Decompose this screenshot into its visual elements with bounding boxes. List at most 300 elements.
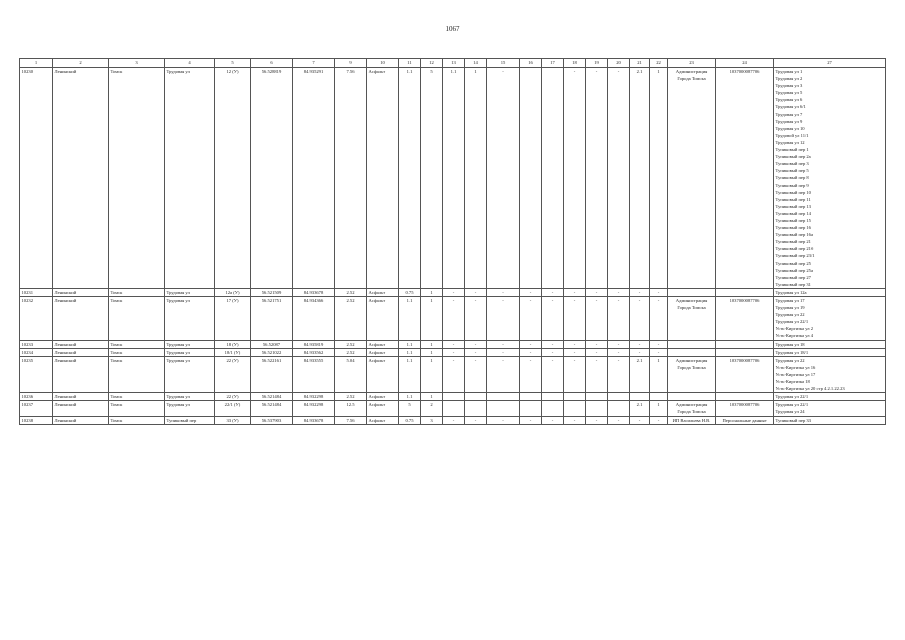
cell-city: Томск <box>109 288 165 296</box>
column-header: 19 <box>586 59 608 68</box>
cell-c16: - <box>520 297 542 341</box>
cell-c13: - <box>443 348 465 356</box>
column-header: 10 <box>367 59 399 68</box>
cell-c22 <box>650 393 668 401</box>
cell-c22: 1 <box>650 356 668 392</box>
cell-c20: - <box>608 416 630 424</box>
cell-city: Томск <box>109 348 165 356</box>
cell-id: 10233 <box>20 340 53 348</box>
served-address: Тупиковый пер 23/1 <box>775 253 815 259</box>
cell-c21: 2.1 <box>630 68 650 289</box>
cell-c17: - <box>542 348 564 356</box>
cell-district: Ленинский <box>53 297 109 341</box>
column-header: 5 <box>215 59 251 68</box>
cell-owner: Администрация Города Томска <box>668 401 716 416</box>
cell-district: Ленинский <box>53 356 109 392</box>
cell-c15: - <box>487 340 520 348</box>
cell-street: Трудовая ул <box>165 340 215 348</box>
cell-c17 <box>542 393 564 401</box>
cell-served-addresses <box>774 401 886 416</box>
cell-c19: - <box>586 288 608 296</box>
column-header: 14 <box>465 59 487 68</box>
column-header: 9 <box>335 59 367 68</box>
cell-lat: 56.522161 <box>251 356 293 392</box>
cell-c14: - <box>465 356 487 392</box>
served-address: Тупиковый пер 16 <box>775 225 811 231</box>
served-address: Тупиковый пер 1 <box>775 147 809 153</box>
cell-lat: 56.521509 <box>251 288 293 296</box>
table-row <box>20 297 886 341</box>
served-address: Трудовая ул 6/1 <box>775 104 806 110</box>
table-row <box>20 401 886 416</box>
cell-ogrn: 1037000087706 <box>716 68 774 289</box>
served-address: Тупиковый пер 16а <box>775 232 814 238</box>
cell-c16: - <box>520 340 542 348</box>
served-address: Усть-Киргизка ул 2 <box>775 326 814 332</box>
cell-c22: - <box>650 297 668 341</box>
cell-id: 10234 <box>20 348 53 356</box>
cell-c13: - <box>443 356 465 392</box>
cell-house: 22/1 (У) <box>215 401 251 416</box>
column-header: 24 <box>716 59 774 68</box>
cell-c15: - <box>487 416 520 424</box>
cell-city: Томск <box>109 340 165 348</box>
cell-house: 33 (У) <box>215 416 251 424</box>
served-address: Тупиковый пер 8 <box>775 175 809 181</box>
column-header: 27 <box>774 59 886 68</box>
cell-surface: Асфальт <box>367 356 399 392</box>
cell-c11: 1.1 <box>399 348 421 356</box>
cell-city: Томск <box>109 68 165 289</box>
cell-ogrn: Персональные данные <box>716 416 774 424</box>
cell-c16 <box>520 401 542 416</box>
column-header: 20 <box>608 59 630 68</box>
cell-lon: 84.932298 <box>293 393 335 401</box>
cell-city: Томск <box>109 356 165 392</box>
cell-house: 18/1 (У) <box>215 348 251 356</box>
column-header: 22 <box>650 59 668 68</box>
cell-lon: 84.933678 <box>293 416 335 424</box>
cell-lon: 84.935291 <box>293 68 335 289</box>
cell-district: Ленинский <box>53 401 109 416</box>
cell-ogrn: 1037000087706 <box>716 356 774 392</box>
cell-c16: - <box>520 356 542 392</box>
served-address: Тупиковый пер 21б <box>775 246 814 252</box>
cell-c18: - <box>564 356 586 392</box>
cell-c20 <box>608 393 630 401</box>
cell-district: Ленинский <box>53 416 109 424</box>
cell-city: Томск <box>109 297 165 341</box>
served-address: Тупиковый пер 3 <box>775 161 809 167</box>
served-address: Тупиковый пер 11 <box>775 196 811 202</box>
cell-street: Трудовая ул <box>165 348 215 356</box>
cell-district: Ленинский <box>53 393 109 401</box>
served-address: Трудовая ул 10 <box>775 125 805 131</box>
cell-c14: - <box>465 416 487 424</box>
cell-owner <box>668 288 716 296</box>
cell-c19: - <box>586 68 608 289</box>
served-address: Тупиковый пер 15 <box>775 217 811 223</box>
served-address: Трудовая ул 2 <box>775 76 803 82</box>
cell-c12: 2 <box>421 401 443 416</box>
column-header: 2 <box>53 59 109 68</box>
header-row <box>20 59 886 68</box>
table-row <box>20 416 886 424</box>
cell-area: 2.52 <box>335 348 367 356</box>
cell-lat: 56.537903 <box>251 416 293 424</box>
served-address: Тупиковый пер 5 <box>775 168 809 174</box>
served-address: Тупиковый пер 13 <box>775 203 811 209</box>
cell-id: 10236 <box>20 393 53 401</box>
cell-owner: Администрация Города Томска <box>668 356 716 392</box>
cell-ogrn <box>716 348 774 356</box>
cell-c22: 1 <box>650 401 668 416</box>
cell-owner: Администрация Города Томска <box>668 297 716 341</box>
cell-c20: - <box>608 340 630 348</box>
cell-surface: Асфальт <box>367 393 399 401</box>
cell-c21: - <box>630 288 650 296</box>
cell-c22: - <box>650 348 668 356</box>
cell-lat: 56.528819 <box>251 68 293 289</box>
cell-c19: - <box>586 356 608 392</box>
cell-owner: ИП Васильева Н.В. <box>668 416 716 424</box>
cell-id: 10238 <box>20 416 53 424</box>
cell-c17: - <box>542 297 564 341</box>
cell-lat: 56.521022 <box>251 348 293 356</box>
table-row <box>20 393 886 401</box>
cell-c19: - <box>586 416 608 424</box>
cell-c13 <box>443 393 465 401</box>
cell-c16: - <box>520 348 542 356</box>
served-address: Трудовая ул 3 <box>775 83 803 89</box>
cell-lon: 84.933562 <box>293 348 335 356</box>
cell-c12: 1 <box>421 393 443 401</box>
cell-c18: - <box>564 68 586 289</box>
cell-c14 <box>465 401 487 416</box>
served-address: Тупиковый пер 14 <box>775 210 811 216</box>
cell-ogrn <box>716 288 774 296</box>
served-address: Трудовая ул 18/1 <box>775 349 809 355</box>
cell-c12: 1 <box>421 340 443 348</box>
cell-street: Трудовая ул <box>165 393 215 401</box>
cell-house: 22 (У) <box>215 356 251 392</box>
cell-owner <box>668 393 716 401</box>
cell-c22: - <box>650 288 668 296</box>
cell-c15 <box>487 393 520 401</box>
cell-ogrn <box>716 393 774 401</box>
cell-district: Ленинский <box>53 348 109 356</box>
cell-c17 <box>542 401 564 416</box>
cell-c18: - <box>564 297 586 341</box>
cell-district: Ленинский <box>53 288 109 296</box>
cell-served-addresses <box>774 416 886 424</box>
cell-city: Томск <box>109 401 165 416</box>
table-row <box>20 356 886 392</box>
cell-c19 <box>586 393 608 401</box>
cell-served-addresses <box>774 288 886 296</box>
served-address: Тупиковый пер 2а <box>775 154 811 160</box>
served-address: Трудовая ул 5 <box>775 90 803 96</box>
cell-c18 <box>564 401 586 416</box>
cell-id: 10237 <box>20 401 53 416</box>
cell-c21 <box>630 393 650 401</box>
served-address: Трудовая ул 7 <box>775 111 803 117</box>
served-address: Тупиковый пер 25а <box>775 267 814 273</box>
cell-c15: - <box>487 68 520 289</box>
cell-served-addresses <box>774 297 886 341</box>
served-address: Трудовая ул 18 <box>775 341 805 347</box>
cell-surface: Асфальт <box>367 68 399 289</box>
cell-surface: Асфальт <box>367 401 399 416</box>
cell-c22: - <box>650 340 668 348</box>
cell-c18: - <box>564 340 586 348</box>
cell-c12: 1 <box>421 297 443 341</box>
cell-owner: Администрация Города Томска <box>668 68 716 289</box>
served-address: Трудовая ул 9 <box>775 118 803 124</box>
cell-area: 2.52 <box>335 297 367 341</box>
column-header: 7 <box>293 59 335 68</box>
cell-c14: - <box>465 340 487 348</box>
cell-surface: Асфальт <box>367 340 399 348</box>
cell-c18 <box>564 393 586 401</box>
cell-house: 12а (У) <box>215 288 251 296</box>
cell-street: Тупиковый пер <box>165 416 215 424</box>
cell-surface: Асфальт <box>367 348 399 356</box>
cell-served-addresses <box>774 356 886 392</box>
served-address: Усть-Киргизка ул 20 стр 4.2.1.22.23 <box>775 386 845 392</box>
container-sites-table <box>19 58 886 425</box>
cell-c18: - <box>564 348 586 356</box>
cell-c21: - <box>630 348 650 356</box>
served-address: Трудовая ул 19 <box>775 305 805 311</box>
served-address: Тупиковый пер 21 <box>775 239 811 245</box>
column-header: 12 <box>421 59 443 68</box>
cell-c16: - <box>520 416 542 424</box>
cell-c13 <box>443 401 465 416</box>
cell-c14: - <box>465 348 487 356</box>
cell-c20 <box>608 401 630 416</box>
cell-c11: 1.1 <box>399 297 421 341</box>
cell-district: Ленинский <box>53 68 109 289</box>
served-address: Усть-Киргизка ул 4 <box>775 333 814 339</box>
cell-area: 5.04 <box>335 356 367 392</box>
served-address: Усть-Киргизка ул 17 <box>775 371 816 377</box>
cell-c13: - <box>443 297 465 341</box>
served-address: Трудовая ул 6 <box>775 97 803 103</box>
served-address: Тупиковый пер 9 <box>775 182 809 188</box>
cell-c14: - <box>465 297 487 341</box>
cell-c15 <box>487 401 520 416</box>
cell-lon: 84.934366 <box>293 297 335 341</box>
column-header: 17 <box>542 59 564 68</box>
cell-c17: - <box>542 288 564 296</box>
cell-area: 2.52 <box>335 393 367 401</box>
cell-c12: 5 <box>421 68 443 289</box>
cell-c20: - <box>608 348 630 356</box>
cell-served-addresses <box>774 393 886 401</box>
cell-area: 12.5 <box>335 401 367 416</box>
cell-c20: - <box>608 297 630 341</box>
cell-c13: - <box>443 288 465 296</box>
cell-c17 <box>542 68 564 289</box>
cell-c20: - <box>608 288 630 296</box>
cell-house: 12 (У) <box>215 68 251 289</box>
cell-id: 10230 <box>20 68 53 289</box>
column-header: 13 <box>443 59 465 68</box>
page-number: 1067 <box>445 25 460 33</box>
cell-c18: - <box>564 288 586 296</box>
cell-c16: - <box>520 288 542 296</box>
served-address: Трудовая ул 12 <box>775 139 805 145</box>
cell-street: Трудовая ул <box>165 297 215 341</box>
served-address: Тупиковый пер 25 <box>775 260 811 266</box>
served-address: Трудовая ул 22/1 <box>775 319 809 325</box>
cell-c17: - <box>542 356 564 392</box>
cell-c20: - <box>608 356 630 392</box>
cell-owner <box>668 348 716 356</box>
cell-street: Трудовая ул <box>165 401 215 416</box>
served-address: Усть-Киргизка ул 16 <box>775 364 816 370</box>
served-address: Трудовая ул 12а <box>775 289 807 295</box>
cell-house: 18 (У) <box>215 340 251 348</box>
cell-c11: 1.1 <box>399 356 421 392</box>
cell-c14 <box>465 393 487 401</box>
cell-street: Трудовая ул <box>165 68 215 289</box>
cell-lat: 56.521484 <box>251 401 293 416</box>
cell-house: 17 (У) <box>215 297 251 341</box>
table-row <box>20 288 886 296</box>
cell-surface: Асфальт <box>367 288 399 296</box>
cell-c21: 2.1 <box>630 356 650 392</box>
cell-c15: - <box>487 348 520 356</box>
cell-c15: - <box>487 297 520 341</box>
served-address: Тупиковый пер 33 <box>775 417 811 423</box>
column-header: 23 <box>668 59 716 68</box>
served-address: Трудовая ул 22 <box>775 357 805 363</box>
cell-c11: 1.1 <box>399 393 421 401</box>
served-address: Трудовая ул 22 <box>775 312 805 318</box>
column-header: 3 <box>109 59 165 68</box>
cell-surface: Асфальт <box>367 416 399 424</box>
cell-id: 10235 <box>20 356 53 392</box>
cell-c17: - <box>542 340 564 348</box>
cell-city: Томск <box>109 393 165 401</box>
cell-c19 <box>586 401 608 416</box>
served-address: Тупиковый пер 27 <box>775 274 811 280</box>
column-header: 4 <box>165 59 215 68</box>
cell-c21: 2.1 <box>630 401 650 416</box>
cell-c13: - <box>443 416 465 424</box>
cell-house: 22 (У) <box>215 393 251 401</box>
cell-c19: - <box>586 340 608 348</box>
cell-c14: - <box>465 288 487 296</box>
cell-c19: - <box>586 348 608 356</box>
cell-c11: 0.75 <box>399 288 421 296</box>
cell-city: Томск <box>109 416 165 424</box>
cell-c14: 1 <box>465 68 487 289</box>
served-address: Тупиковый пер 31 <box>775 281 811 287</box>
cell-district: Ленинский <box>53 340 109 348</box>
cell-c11: 1.1 <box>399 340 421 348</box>
cell-served-addresses <box>774 68 886 289</box>
cell-area: 2.52 <box>335 340 367 348</box>
cell-area: 7.56 <box>335 416 367 424</box>
cell-c12: 1 <box>421 288 443 296</box>
cell-c11: 0.75 <box>399 416 421 424</box>
cell-surface: Асфальт <box>367 297 399 341</box>
cell-c21: - <box>630 297 650 341</box>
column-header: 6 <box>251 59 293 68</box>
cell-c12: 1 <box>421 348 443 356</box>
cell-c17: - <box>542 416 564 424</box>
cell-c12: 3 <box>421 416 443 424</box>
cell-c20: - <box>608 68 630 289</box>
column-header: 16 <box>520 59 542 68</box>
cell-ogrn <box>716 340 774 348</box>
cell-c16 <box>520 68 542 289</box>
table-row <box>20 348 886 356</box>
cell-c22: 1 <box>650 68 668 289</box>
cell-c21: - <box>630 416 650 424</box>
cell-street: Трудовая ул <box>165 356 215 392</box>
cell-ogrn: 1037000087706 <box>716 401 774 416</box>
column-header: 1 <box>20 59 53 68</box>
cell-c16 <box>520 393 542 401</box>
served-address: Трудовая ул 17 <box>775 298 805 303</box>
cell-c12: 1 <box>421 356 443 392</box>
served-address: Тупиковый пер 10 <box>775 189 811 195</box>
table-row <box>20 68 886 289</box>
cell-owner <box>668 340 716 348</box>
cell-lat: 56.521751 <box>251 297 293 341</box>
served-address: Трудовая ул 22/1 <box>775 394 809 400</box>
table-row <box>20 340 886 348</box>
column-header: 15 <box>487 59 520 68</box>
cell-c18: - <box>564 416 586 424</box>
cell-c15: - <box>487 356 520 392</box>
cell-c22: - <box>650 416 668 424</box>
cell-area: 2.52 <box>335 288 367 296</box>
cell-lon: 84.935819 <box>293 340 335 348</box>
cell-served-addresses <box>774 340 886 348</box>
cell-lat: 56.521484 <box>251 393 293 401</box>
cell-id: 10231 <box>20 288 53 296</box>
cell-c11: 1.1 <box>399 68 421 289</box>
cell-street: Трудовая ул <box>165 288 215 296</box>
cell-lat: 56.52087 <box>251 340 293 348</box>
cell-c21: - <box>630 340 650 348</box>
cell-c15: - <box>487 288 520 296</box>
cell-c19: - <box>586 297 608 341</box>
cell-c13: 1.1 <box>443 68 465 289</box>
column-header: 21 <box>630 59 650 68</box>
served-address: Трудовой ул 11/1 <box>775 132 809 138</box>
cell-id: 10232 <box>20 297 53 341</box>
served-address: Трудовая ул 22/1 <box>775 402 809 408</box>
served-address: Трудовая ул 1 <box>775 69 803 74</box>
cell-lon: 84.933678 <box>293 288 335 296</box>
served-address: Трудовая ул 24 <box>775 409 805 415</box>
column-header: 11 <box>399 59 421 68</box>
column-header: 18 <box>564 59 586 68</box>
cell-c11: 5 <box>399 401 421 416</box>
served-address: Усть-Киргизка 18 <box>775 379 810 385</box>
cell-area: 7.56 <box>335 68 367 289</box>
cell-c13: - <box>443 340 465 348</box>
cell-served-addresses <box>774 348 886 356</box>
cell-lon: 84.933555 <box>293 356 335 392</box>
cell-ogrn: 1037000087706 <box>716 297 774 341</box>
